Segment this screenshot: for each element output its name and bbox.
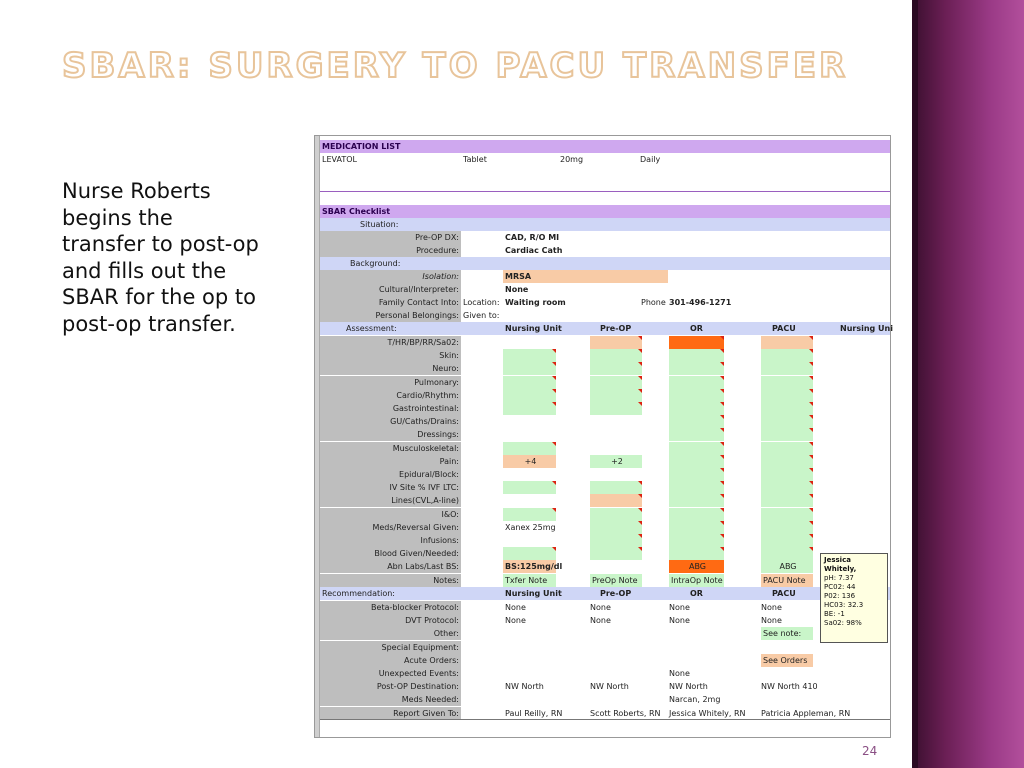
assessment-cell[interactable]	[503, 402, 556, 415]
assessment-row-label: Meds/Reversal Given:	[320, 521, 461, 534]
col-nursing-unit-2: Nursing Uni	[840, 324, 893, 333]
comment-indicator-icon	[638, 389, 642, 393]
comment-indicator-icon	[552, 547, 556, 551]
assessment-row-label: Cardio/Rhythm:	[320, 389, 461, 402]
destination-value: NW North	[505, 682, 544, 692]
assessment-cell[interactable]	[590, 521, 642, 534]
procedure-value: Cardiac Cath	[505, 246, 563, 255]
report-given-value: Jessica Whitely, RN	[669, 708, 746, 718]
assessment-cell[interactable]	[590, 481, 642, 494]
family-contact-label: Family Contact Into:	[320, 296, 461, 309]
slide-title: SBAR: SURGERY TO PACU TRANSFER	[62, 46, 849, 86]
comment-indicator-icon	[638, 547, 642, 551]
slide-body-text: Nurse Roberts begins the transfer to post-op and fills out the SBAR for the op to post-op transfer.	[62, 179, 259, 336]
assessment-header	[320, 322, 893, 335]
comment-indicator-icon	[809, 534, 813, 538]
destination-value: NW North 410	[761, 682, 818, 692]
comment-indicator-icon	[720, 428, 724, 432]
assessment-cell[interactable]	[669, 468, 724, 481]
assessment-cell[interactable]	[503, 349, 556, 362]
assessment-cell[interactable]	[590, 508, 642, 521]
assessment-row-label: I&O:	[320, 508, 461, 521]
assessment-cell[interactable]	[503, 481, 556, 494]
assessment-row	[320, 521, 890, 534]
tooltip-line: Sa02: 98%	[824, 619, 862, 627]
assessment-cell[interactable]	[669, 349, 724, 362]
comment-indicator-icon	[638, 521, 642, 525]
assessment-cell[interactable]	[503, 547, 556, 560]
assessment-cell[interactable]	[669, 442, 724, 455]
assessment-cell[interactable]	[761, 494, 813, 507]
assessment-cell[interactable]	[761, 468, 813, 481]
assessment-row	[320, 349, 890, 362]
sbar-checklist-header	[320, 205, 890, 218]
comment-indicator-icon	[809, 508, 813, 512]
assessment-row-label: Lines(CVL,A-line)	[320, 494, 461, 507]
assessment-cell[interactable]	[761, 481, 813, 494]
comment-indicator-icon	[552, 402, 556, 406]
recommendation-row	[320, 667, 890, 680]
dvt-value: None	[505, 616, 526, 626]
assessment-cell[interactable]	[669, 415, 724, 428]
phone-value: 301-496-1271	[669, 298, 732, 307]
assessment-row-label: Dressings:	[320, 428, 461, 441]
assessment-cell[interactable]	[590, 402, 642, 415]
comment-indicator-icon	[809, 349, 813, 353]
comment-indicator-icon	[720, 415, 724, 419]
comment-indicator-icon	[552, 349, 556, 353]
recommendation-row-label: Unexpected Events:	[320, 667, 461, 680]
comment-indicator-icon	[809, 402, 813, 406]
assessment-cell[interactable]	[761, 428, 813, 441]
comment-indicator-icon	[720, 336, 724, 340]
preop-dx-row	[320, 231, 890, 244]
comment-indicator-icon	[638, 336, 642, 340]
assessment-cell[interactable]	[590, 547, 642, 560]
assessment-cell[interactable]	[761, 389, 813, 402]
comment-indicator-icon	[720, 362, 724, 366]
cultural-label: Cultural/Interpreter:	[320, 283, 461, 296]
assessment-cell[interactable]	[761, 534, 813, 547]
comment-indicator-icon	[552, 362, 556, 366]
labs-or-value: ABG	[669, 560, 724, 573]
background-label: Background:	[350, 259, 401, 268]
comment-indicator-icon	[720, 402, 724, 406]
isolation-row	[320, 270, 890, 283]
assessment-row	[320, 428, 890, 441]
beta-blocker-value: None	[590, 603, 611, 612]
beta-blocker-value: None	[761, 603, 782, 612]
assessment-row	[320, 494, 890, 507]
other-pacu-value: See note:	[761, 627, 813, 640]
recommendation-header	[320, 587, 890, 600]
comment-indicator-icon	[638, 402, 642, 406]
assessment-cell[interactable]	[761, 349, 813, 362]
comment-indicator-icon	[809, 415, 813, 419]
assessment-row-label: Infusions:	[320, 534, 461, 547]
comment-indicator-icon	[809, 428, 813, 432]
sbar-checklist-title: SBAR Checklist	[322, 207, 391, 216]
assessment-row-label: Musculoskeletal:	[320, 442, 461, 455]
assessment-cell[interactable]	[761, 508, 813, 521]
assessment-cell[interactable]	[669, 376, 724, 389]
assessment-cell[interactable]	[669, 508, 724, 521]
comment-indicator-icon	[552, 481, 556, 485]
recommendation-row-label: Post-OP Destination:	[320, 680, 461, 693]
comment-indicator-icon	[720, 389, 724, 393]
comment-indicator-icon	[720, 547, 724, 551]
destination-value: NW North	[669, 682, 708, 692]
notes-intraop-link: IntraOp Note	[671, 575, 723, 585]
comment-indicator-icon	[809, 376, 813, 380]
situation-header	[320, 218, 890, 231]
bottom-border	[320, 719, 890, 720]
assessment-row-label: GU/Caths/Drains:	[320, 415, 461, 428]
meds-needed-or-value: Narcan, 2mg	[669, 695, 721, 705]
assessment-cell[interactable]	[590, 389, 642, 402]
assessment-cell[interactable]	[761, 415, 813, 428]
assessment-row-label: T/HR/BP/RR/Sa02:	[320, 336, 461, 349]
assessment-row	[320, 481, 890, 494]
labs-pacu-value: ABG	[761, 560, 813, 573]
assessment-row	[320, 415, 890, 428]
procedure-row	[320, 244, 890, 257]
medication-list-title: MEDICATION LIST	[322, 142, 401, 151]
comment-indicator-icon	[809, 547, 813, 551]
assessment-cell[interactable]	[590, 494, 642, 507]
comment-indicator-icon	[638, 481, 642, 485]
comment-indicator-icon	[720, 376, 724, 380]
assessment-row-label: Neuro:	[320, 362, 461, 375]
med-dose: 20mg	[560, 155, 584, 164]
assessment-cell[interactable]	[503, 508, 556, 521]
assessment-row-label: IV Site % IVF LTC:	[320, 481, 461, 494]
comment-indicator-icon	[809, 389, 813, 393]
dvt-value: None	[590, 616, 611, 626]
assessment-cell[interactable]	[590, 534, 642, 547]
beta-blocker-value: None	[669, 603, 690, 612]
acute-orders-pacu-value: See Orders	[761, 654, 813, 667]
belongings-value: Given to:	[463, 311, 500, 320]
report-given-value: Scott Roberts, RN	[590, 708, 661, 718]
assessment-row	[320, 376, 890, 389]
pain-preop-value: +2	[590, 455, 642, 468]
comment-indicator-icon	[720, 534, 724, 538]
assessment-row-label: Pain:	[320, 455, 461, 468]
comment-indicator-icon	[809, 442, 813, 446]
col-pacu: PACU	[772, 324, 796, 333]
assessment-cell[interactable]	[669, 547, 724, 560]
notes-preop-link: PreOp Note	[590, 574, 642, 587]
isolation-label: Isolation:	[320, 270, 461, 283]
assessment-cell[interactable]	[669, 521, 724, 534]
belongings-row	[320, 309, 890, 322]
assessment-cell[interactable]	[761, 455, 813, 468]
medication-list-header	[320, 140, 890, 153]
assessment-cell[interactable]	[503, 442, 556, 455]
assessment-cell[interactable]	[761, 402, 813, 415]
family-location-value: Waiting room	[505, 298, 566, 307]
rec-col-nursing-unit: Nursing Unit	[505, 589, 562, 598]
comment-indicator-icon	[720, 455, 724, 459]
pain-nursing-unit-value: +4	[503, 455, 556, 468]
assessment-cell[interactable]	[761, 547, 813, 560]
comment-indicator-icon	[809, 521, 813, 525]
comment-indicator-icon	[638, 508, 642, 512]
rec-col-or: OR	[690, 589, 703, 598]
comment-indicator-icon	[809, 494, 813, 498]
assessment-row	[320, 362, 890, 375]
comment-indicator-icon	[720, 468, 724, 472]
background-header	[320, 257, 890, 270]
comment-indicator-icon	[809, 468, 813, 472]
recommendation-row	[320, 693, 890, 706]
assessment-row	[320, 442, 890, 455]
recommendation-row-label: Meds Needed:	[320, 693, 461, 706]
assessment-cell[interactable]	[669, 481, 724, 494]
assessment-cell[interactable]	[669, 494, 724, 507]
assessment-row	[320, 336, 890, 349]
family-location-label: Location:	[463, 298, 500, 307]
tooltip-line: BE: -1	[824, 610, 845, 618]
recommendation-row	[320, 641, 890, 654]
comment-indicator-icon	[809, 481, 813, 485]
preop-dx-label: Pre-OP DX:	[320, 231, 461, 244]
assessment-cell[interactable]	[590, 349, 642, 362]
assessment-cell[interactable]	[590, 336, 642, 349]
assessment-row	[320, 468, 890, 481]
assessment-row-label: Skin:	[320, 349, 461, 362]
assessment-row	[320, 508, 890, 521]
med-frequency: Daily	[640, 155, 661, 164]
assessment-cell[interactable]	[590, 376, 642, 389]
procedure-label: Procedure:	[320, 244, 461, 257]
comment-indicator-icon	[809, 362, 813, 366]
family-contact-row	[320, 296, 890, 309]
assessment-cell[interactable]	[590, 362, 642, 375]
sbar-spreadsheet	[314, 135, 891, 738]
assessment-row	[320, 402, 890, 415]
comment-indicator-icon	[638, 376, 642, 380]
cultural-row	[320, 283, 890, 296]
comment-indicator-icon	[552, 508, 556, 512]
report-given-value: Patricia Appleman, RN	[761, 708, 851, 718]
unexpected-events-or-value: None	[669, 669, 690, 678]
comment-indicator-icon	[552, 389, 556, 393]
phone-label: Phone	[641, 298, 666, 307]
comment-indicator-icon	[720, 481, 724, 485]
recommendation-row-label: Acute Orders:	[320, 654, 461, 667]
divider	[320, 191, 890, 192]
assessment-cell[interactable]	[669, 402, 724, 415]
assessment-row-label: Abn Labs/Last BS:	[320, 560, 461, 573]
beta-blocker-value: None	[505, 603, 526, 612]
comment-indicator-icon	[638, 362, 642, 366]
assessment-cell[interactable]	[669, 336, 724, 349]
assessment-label: Assessment:	[346, 324, 397, 333]
labs-nursing-unit-value: BS:125mg/dl	[505, 562, 563, 572]
assessment-cell[interactable]	[669, 428, 724, 441]
assessment-row-label: Pulmonary:	[320, 376, 461, 389]
comment-indicator-icon	[720, 521, 724, 525]
assessment-cell[interactable]	[761, 336, 813, 349]
comment-indicator-icon	[809, 336, 813, 340]
assessment-cell[interactable]	[503, 389, 556, 402]
assessment-cell[interactable]	[761, 376, 813, 389]
meds-nursing-unit-value: Xanex 25mg	[505, 522, 556, 532]
assessment-cell[interactable]	[669, 362, 724, 375]
destination-value: NW North	[590, 682, 629, 692]
comment-indicator-icon	[809, 455, 813, 459]
tooltip-line: P02: 136	[824, 592, 856, 600]
comment-indicator-icon	[552, 376, 556, 380]
notes-txfer-link: Txfer Note	[503, 574, 556, 587]
assessment-cell[interactable]	[669, 455, 724, 468]
assessment-row-label: Epidural/Block:	[320, 468, 461, 481]
assessment-cell[interactable]	[761, 362, 813, 375]
decorative-sidebar	[912, 0, 1024, 768]
assessment-row	[320, 389, 890, 402]
assessment-cell[interactable]	[761, 442, 813, 455]
comment-indicator-icon	[638, 494, 642, 498]
report-given-value: Paul Reilly, RN	[505, 708, 563, 718]
assessment-row	[320, 547, 890, 560]
situation-label: Situation:	[360, 220, 399, 229]
med-form: Tablet	[463, 155, 487, 164]
assessment-cell[interactable]	[761, 521, 813, 534]
assessment-row-label: Gastrointestinal:	[320, 402, 461, 415]
assessment-cell[interactable]	[669, 389, 724, 402]
dvt-value: None	[669, 616, 690, 626]
comment-indicator-icon	[638, 349, 642, 353]
col-nursing-unit: Nursing Unit	[505, 324, 562, 333]
medication-row	[320, 153, 890, 166]
comment-indicator-icon	[720, 494, 724, 498]
col-or: OR	[690, 324, 703, 333]
tooltip-line: pH: 7.37	[824, 574, 854, 582]
rec-col-preop: Pre-OP	[600, 589, 632, 598]
tooltip-line: HC03: 32.3	[824, 601, 864, 609]
assessment-row	[320, 534, 890, 547]
med-name: LEVATOL	[322, 155, 357, 164]
comment-indicator-icon	[720, 349, 724, 353]
isolation-value: MRSA	[503, 270, 668, 283]
comment-indicator-icon	[552, 442, 556, 446]
rec-col-pacu: PACU	[772, 589, 796, 598]
recommendation-label: Recommendation:	[322, 589, 395, 598]
recommendation-row-label: Beta-blocker Protocol:	[320, 601, 461, 614]
recommendation-row-label: Other:	[320, 627, 461, 640]
recommendation-row-label: Report Given To:	[320, 707, 461, 720]
assessment-cell[interactable]	[503, 376, 556, 389]
recommendation-row-label: DVT Protocol:	[320, 614, 461, 627]
notes-pacu-link: PACU Note	[761, 574, 813, 587]
comment-indicator-icon	[638, 534, 642, 538]
page-number: 24	[862, 744, 878, 758]
tooltip-author: Jessica Whitely,	[824, 556, 857, 573]
tooltip-line: PC02: 44	[824, 583, 856, 591]
assessment-cell[interactable]	[503, 362, 556, 375]
belongings-label: Personal Belongings:	[320, 309, 461, 322]
cultural-value: None	[505, 285, 529, 294]
recommendation-row-label: Special Equipment:	[320, 641, 461, 654]
assessment-cell[interactable]	[669, 534, 724, 547]
comment-indicator-icon	[720, 442, 724, 446]
col-preop: Pre-OP	[600, 324, 632, 333]
comment-indicator-icon	[720, 508, 724, 512]
dvt-value: None	[761, 616, 782, 626]
preop-dx-value: CAD, R/O MI	[505, 233, 560, 242]
assessment-row-label: Notes:	[320, 574, 461, 587]
assessment-row-label: Blood Given/Needed:	[320, 547, 461, 560]
abg-comment-tooltip	[820, 553, 888, 643]
